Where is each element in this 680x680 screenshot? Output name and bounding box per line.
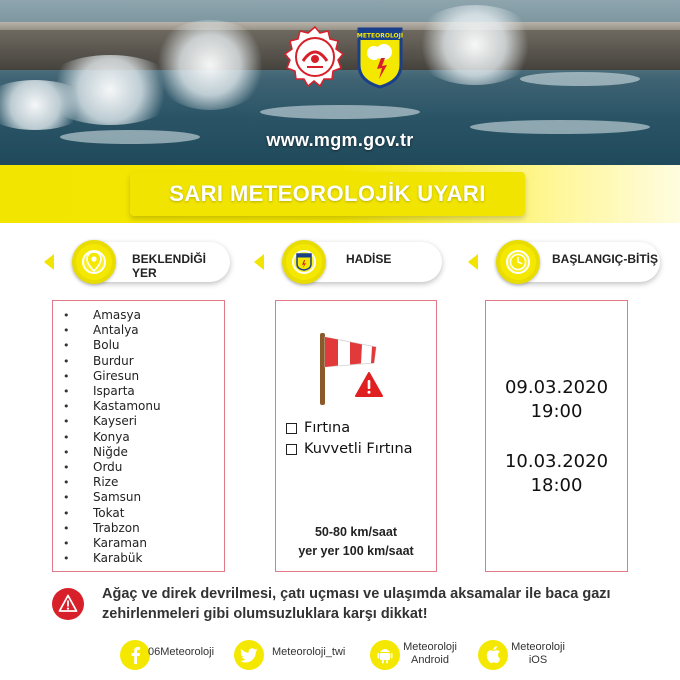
list-item: Fırtına <box>284 418 413 439</box>
start-time: 19:00 <box>530 401 583 422</box>
list-item: • Karaman <box>63 536 161 551</box>
meteoroloji-logo-text: METEOROLOJİ <box>356 32 404 40</box>
meteoroloji-emblem-icon <box>296 253 312 271</box>
list-item: • Rize <box>63 475 161 490</box>
list-item: • Burdur <box>63 354 161 369</box>
warning-triangle-icon <box>354 371 384 399</box>
apple-icon <box>478 640 508 670</box>
end-time: 18:00 <box>530 475 583 496</box>
event-box <box>275 300 437 572</box>
header-arrow <box>44 254 54 270</box>
badge-time <box>496 240 540 284</box>
twitter-label: Meteoroloji_twi <box>272 646 346 658</box>
time-box <box>485 300 628 572</box>
badge-event <box>282 240 326 284</box>
map-pin-icon <box>85 251 103 273</box>
list-item: • Kastamonu <box>63 399 161 414</box>
places-box <box>52 300 225 572</box>
header-location <box>52 240 230 284</box>
warning-message <box>102 584 662 624</box>
facebook-label: 06Meteoroloji <box>148 646 215 658</box>
header-location-label: BEKLENDİĞİ YER <box>132 252 207 280</box>
android-app-link[interactable] <box>370 638 470 674</box>
android-icon <box>370 640 400 670</box>
speed-range: 50-80 km/saat <box>314 525 397 539</box>
header-time <box>476 240 660 284</box>
facebook-link[interactable] <box>120 638 230 674</box>
list-item: Kuvvetli Fırtına <box>284 439 413 460</box>
start-date: 09.03.2020 <box>504 377 609 398</box>
list-item: • Karabük <box>63 551 161 566</box>
android-label: Meteoroloji Android <box>403 641 457 666</box>
places-list <box>63 308 161 566</box>
list-item: • Tokat <box>63 506 161 521</box>
header-event-label: HADİSE <box>346 252 392 266</box>
ios-app-link[interactable] <box>478 638 578 674</box>
warning-icon <box>58 594 78 613</box>
clock-icon <box>509 253 527 271</box>
list-item: • Antalya <box>63 323 161 338</box>
wave-splash <box>150 20 270 110</box>
speed-gusts: yer yer 100 km/saat <box>298 544 414 558</box>
facebook-icon <box>120 640 150 670</box>
header-time-label: BAŞLANGIÇ-BİTİŞ <box>552 252 658 266</box>
wave-crest <box>260 105 420 119</box>
header-arrow <box>468 254 478 270</box>
badge-location <box>72 240 116 284</box>
list-item: • Konya <box>63 430 161 445</box>
list-item: • Ordu <box>63 460 161 475</box>
twitter-icon <box>234 640 264 670</box>
meteoroloji-logo-icon <box>355 25 405 89</box>
twitter-link[interactable] <box>234 638 364 674</box>
wave-splash <box>410 5 540 85</box>
event-list <box>284 418 413 460</box>
list-item: • Niğde <box>63 445 161 460</box>
wave-crest <box>520 72 640 86</box>
warning-line-2: zehirlenmeleri gibi olumsuzluklara karşı dikkat! <box>102 606 428 622</box>
danger-badge <box>52 588 84 620</box>
ministry-logo-icon <box>283 25 347 89</box>
list-item: • Isparta <box>63 384 161 399</box>
list-item: • Amasya <box>63 308 161 323</box>
website-url[interactable]: www.mgm.gov.tr <box>266 130 414 150</box>
list-item: • Kayseri <box>63 414 161 429</box>
list-item: • Bolu <box>63 338 161 353</box>
header-arrow <box>254 254 264 270</box>
warning-line-1: Ağaç ve direk devrilmesi, çatı uçması ve ulaşımda aksamalar ile baca gazı <box>102 586 611 602</box>
page-title: SARI METEOROLOJİK UYARI <box>169 181 486 206</box>
ios-label: Meteoroloji iOS <box>511 641 565 666</box>
end-date: 10.03.2020 <box>504 451 609 472</box>
header-event <box>262 240 442 284</box>
list-item: • Giresun <box>63 369 161 384</box>
list-item: • Samsun <box>63 490 161 505</box>
list-item: • Trabzon <box>63 521 161 536</box>
